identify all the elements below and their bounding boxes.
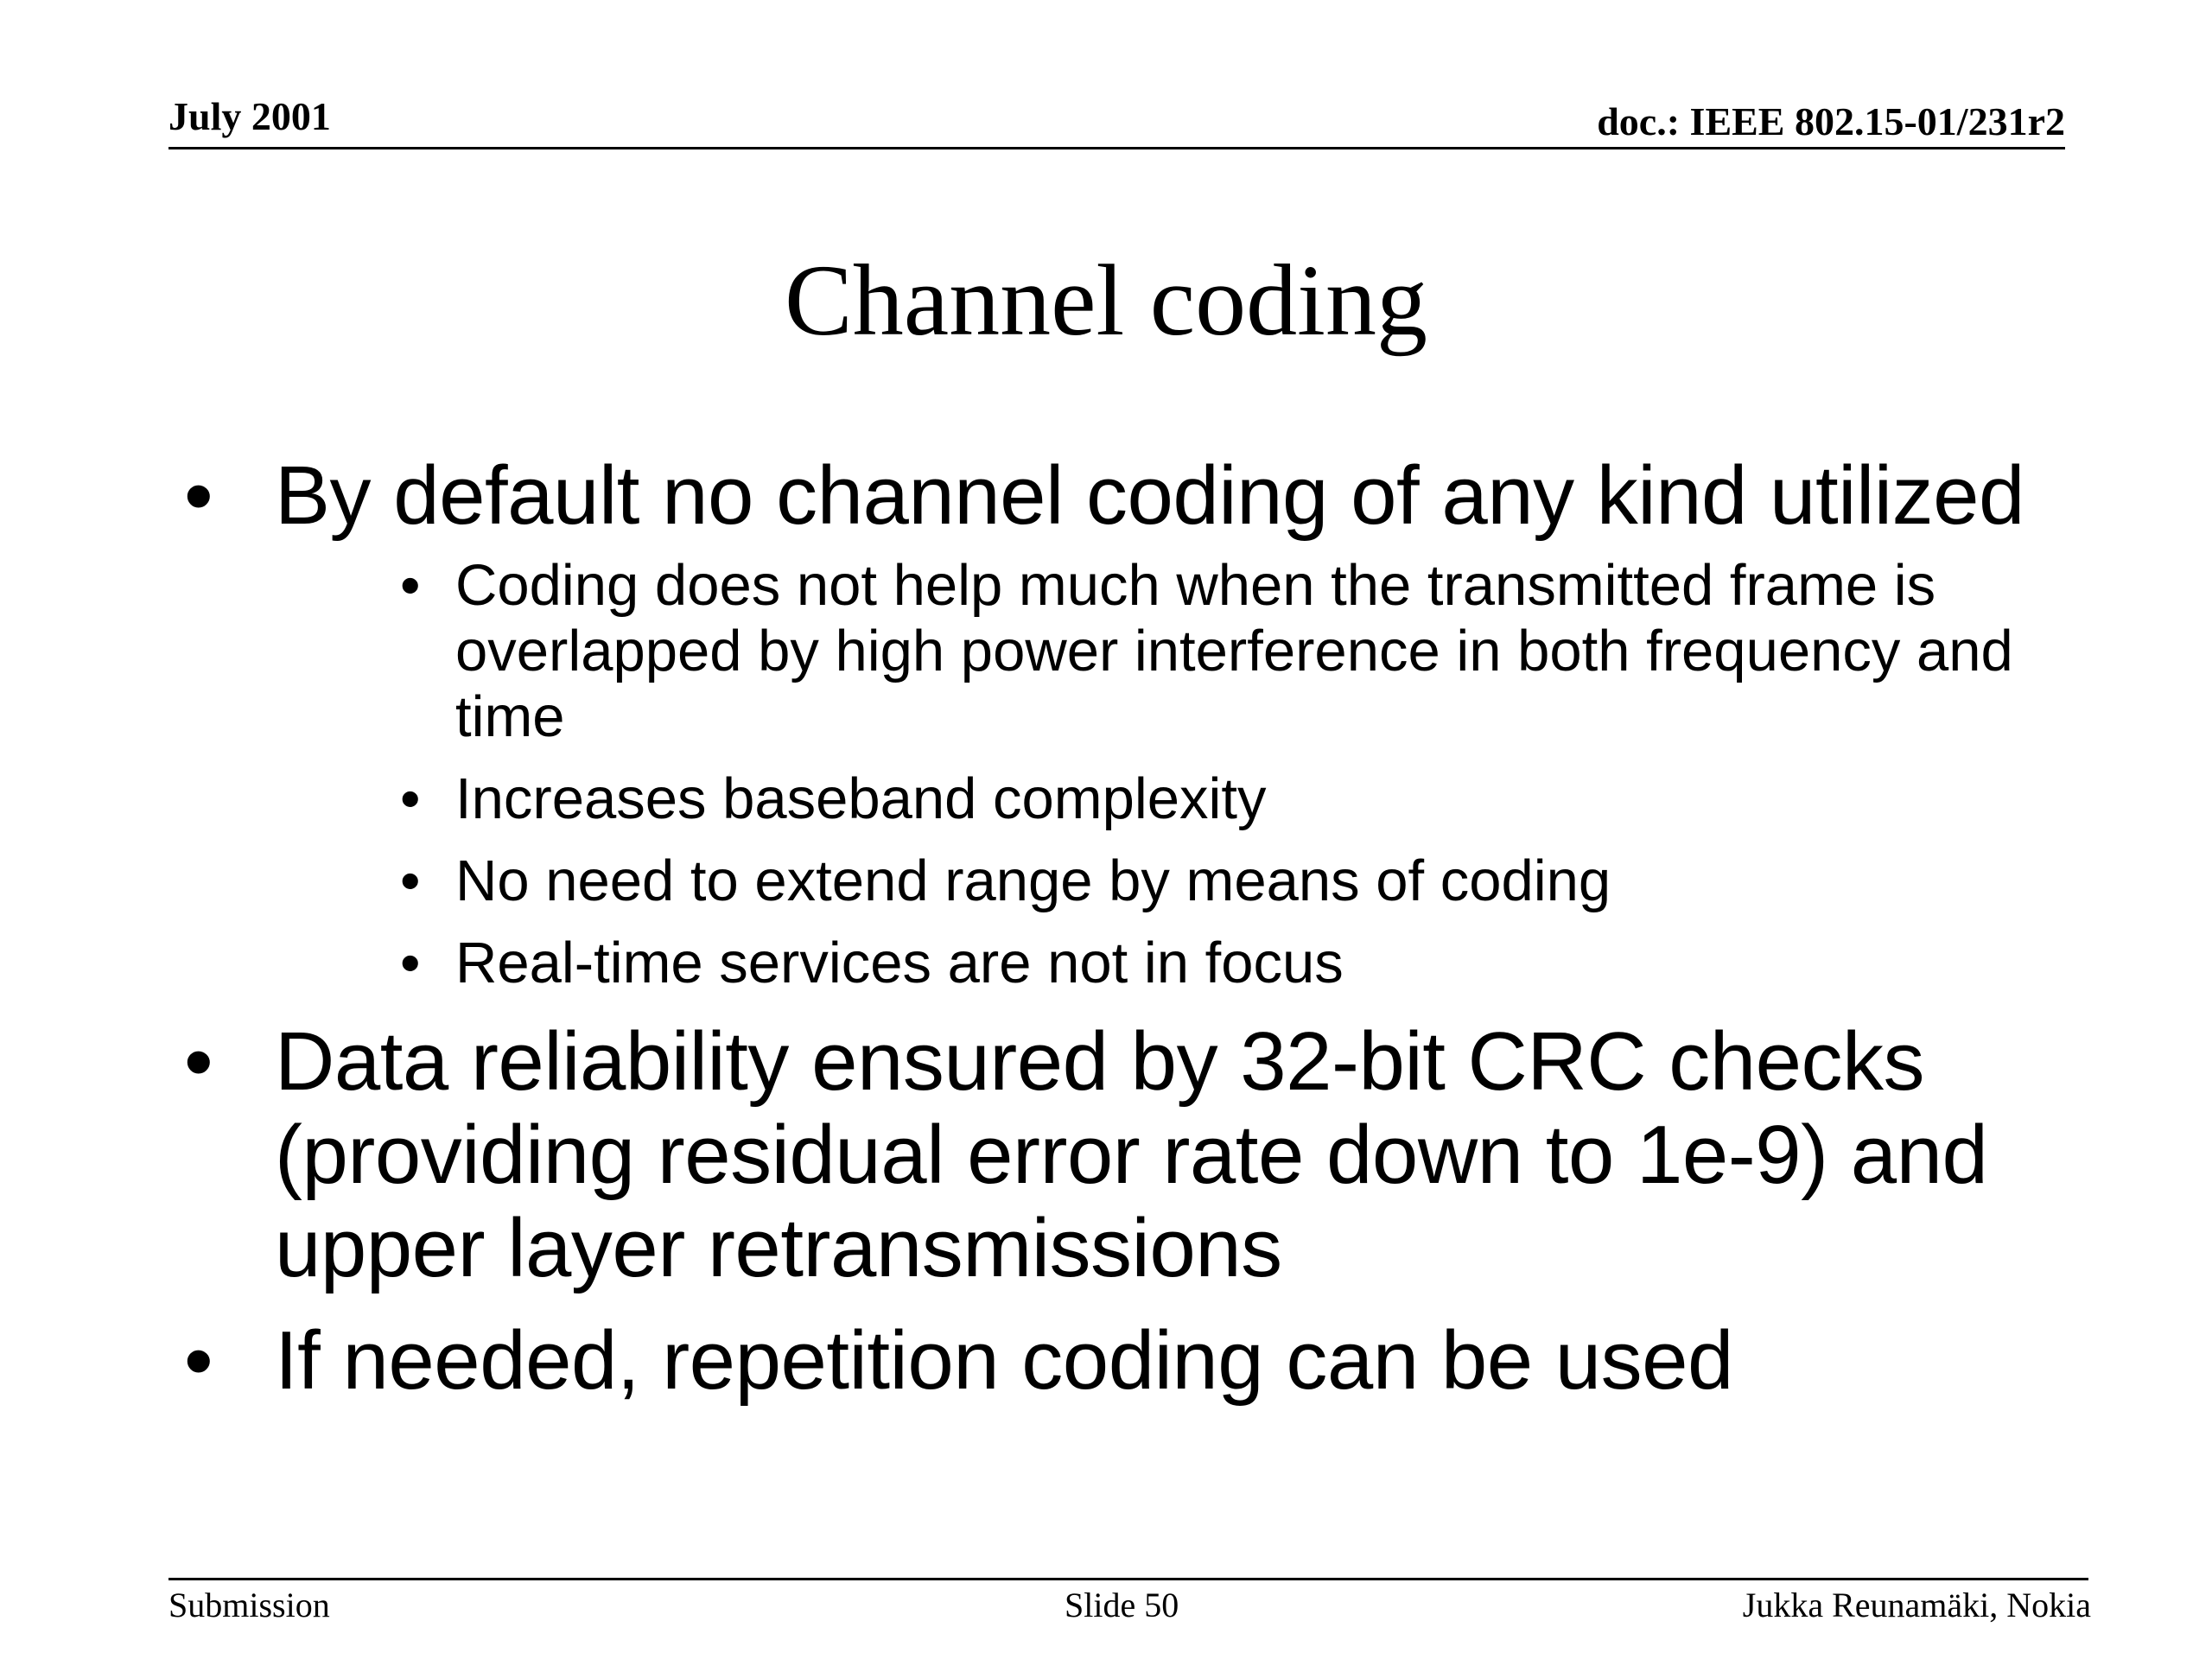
sub-bullet-text: No need to extend range by means of coding — [455, 849, 1611, 913]
footer-divider — [168, 1578, 2088, 1580]
footer-slide-number: Slide 50 — [1065, 1586, 1179, 1624]
header-date: July 2001 — [168, 94, 331, 138]
sub-bullet-item — [0, 766, 2212, 832]
sub-bullet-marker: • — [400, 766, 421, 831]
bullet-text: Data reliability ensured by 32-bit CRC checks (providing residual error rate down to 1e-9) and upper layer retransmissions — [275, 1015, 1988, 1294]
header-divider — [168, 147, 2065, 149]
sub-bullet-item — [0, 553, 2212, 750]
sub-bullet-text: Coding does not help much when the transmitted frame is overlapped by high power interference in both frequency and time — [455, 553, 2013, 749]
sub-bullet-item — [0, 931, 2212, 996]
bullet-item — [0, 1314, 2212, 1408]
sub-bullet-marker: • — [400, 931, 421, 995]
footer-submission: Submission — [168, 1586, 330, 1624]
sub-bullet-text: Increases baseband complexity — [455, 766, 1267, 831]
bullet-item — [0, 449, 2212, 543]
sub-bullet-marker: • — [400, 849, 421, 913]
bullet-text: If needed, repetition coding can be used — [275, 1314, 1733, 1407]
bullet-marker: • — [184, 449, 213, 542]
slide-title: Channel coding — [785, 244, 1427, 357]
bullet-list — [0, 449, 2212, 1408]
sub-bullet-item — [0, 849, 2212, 914]
bullet-marker: • — [184, 1314, 213, 1407]
header-doc-id: doc.: IEEE 802.15-01/231r2 — [1597, 99, 2065, 143]
sub-bullet-text: Real-time services are not in focus — [455, 931, 1344, 995]
bullet-text: By default no channel coding of any kind utilized — [275, 449, 2024, 542]
bullet-item — [0, 1015, 2212, 1295]
bullet-marker: • — [184, 1015, 213, 1108]
sub-bullet-marker: • — [400, 553, 421, 618]
footer-author: Jukka Reunamäki, Nokia — [1742, 1586, 2091, 1624]
